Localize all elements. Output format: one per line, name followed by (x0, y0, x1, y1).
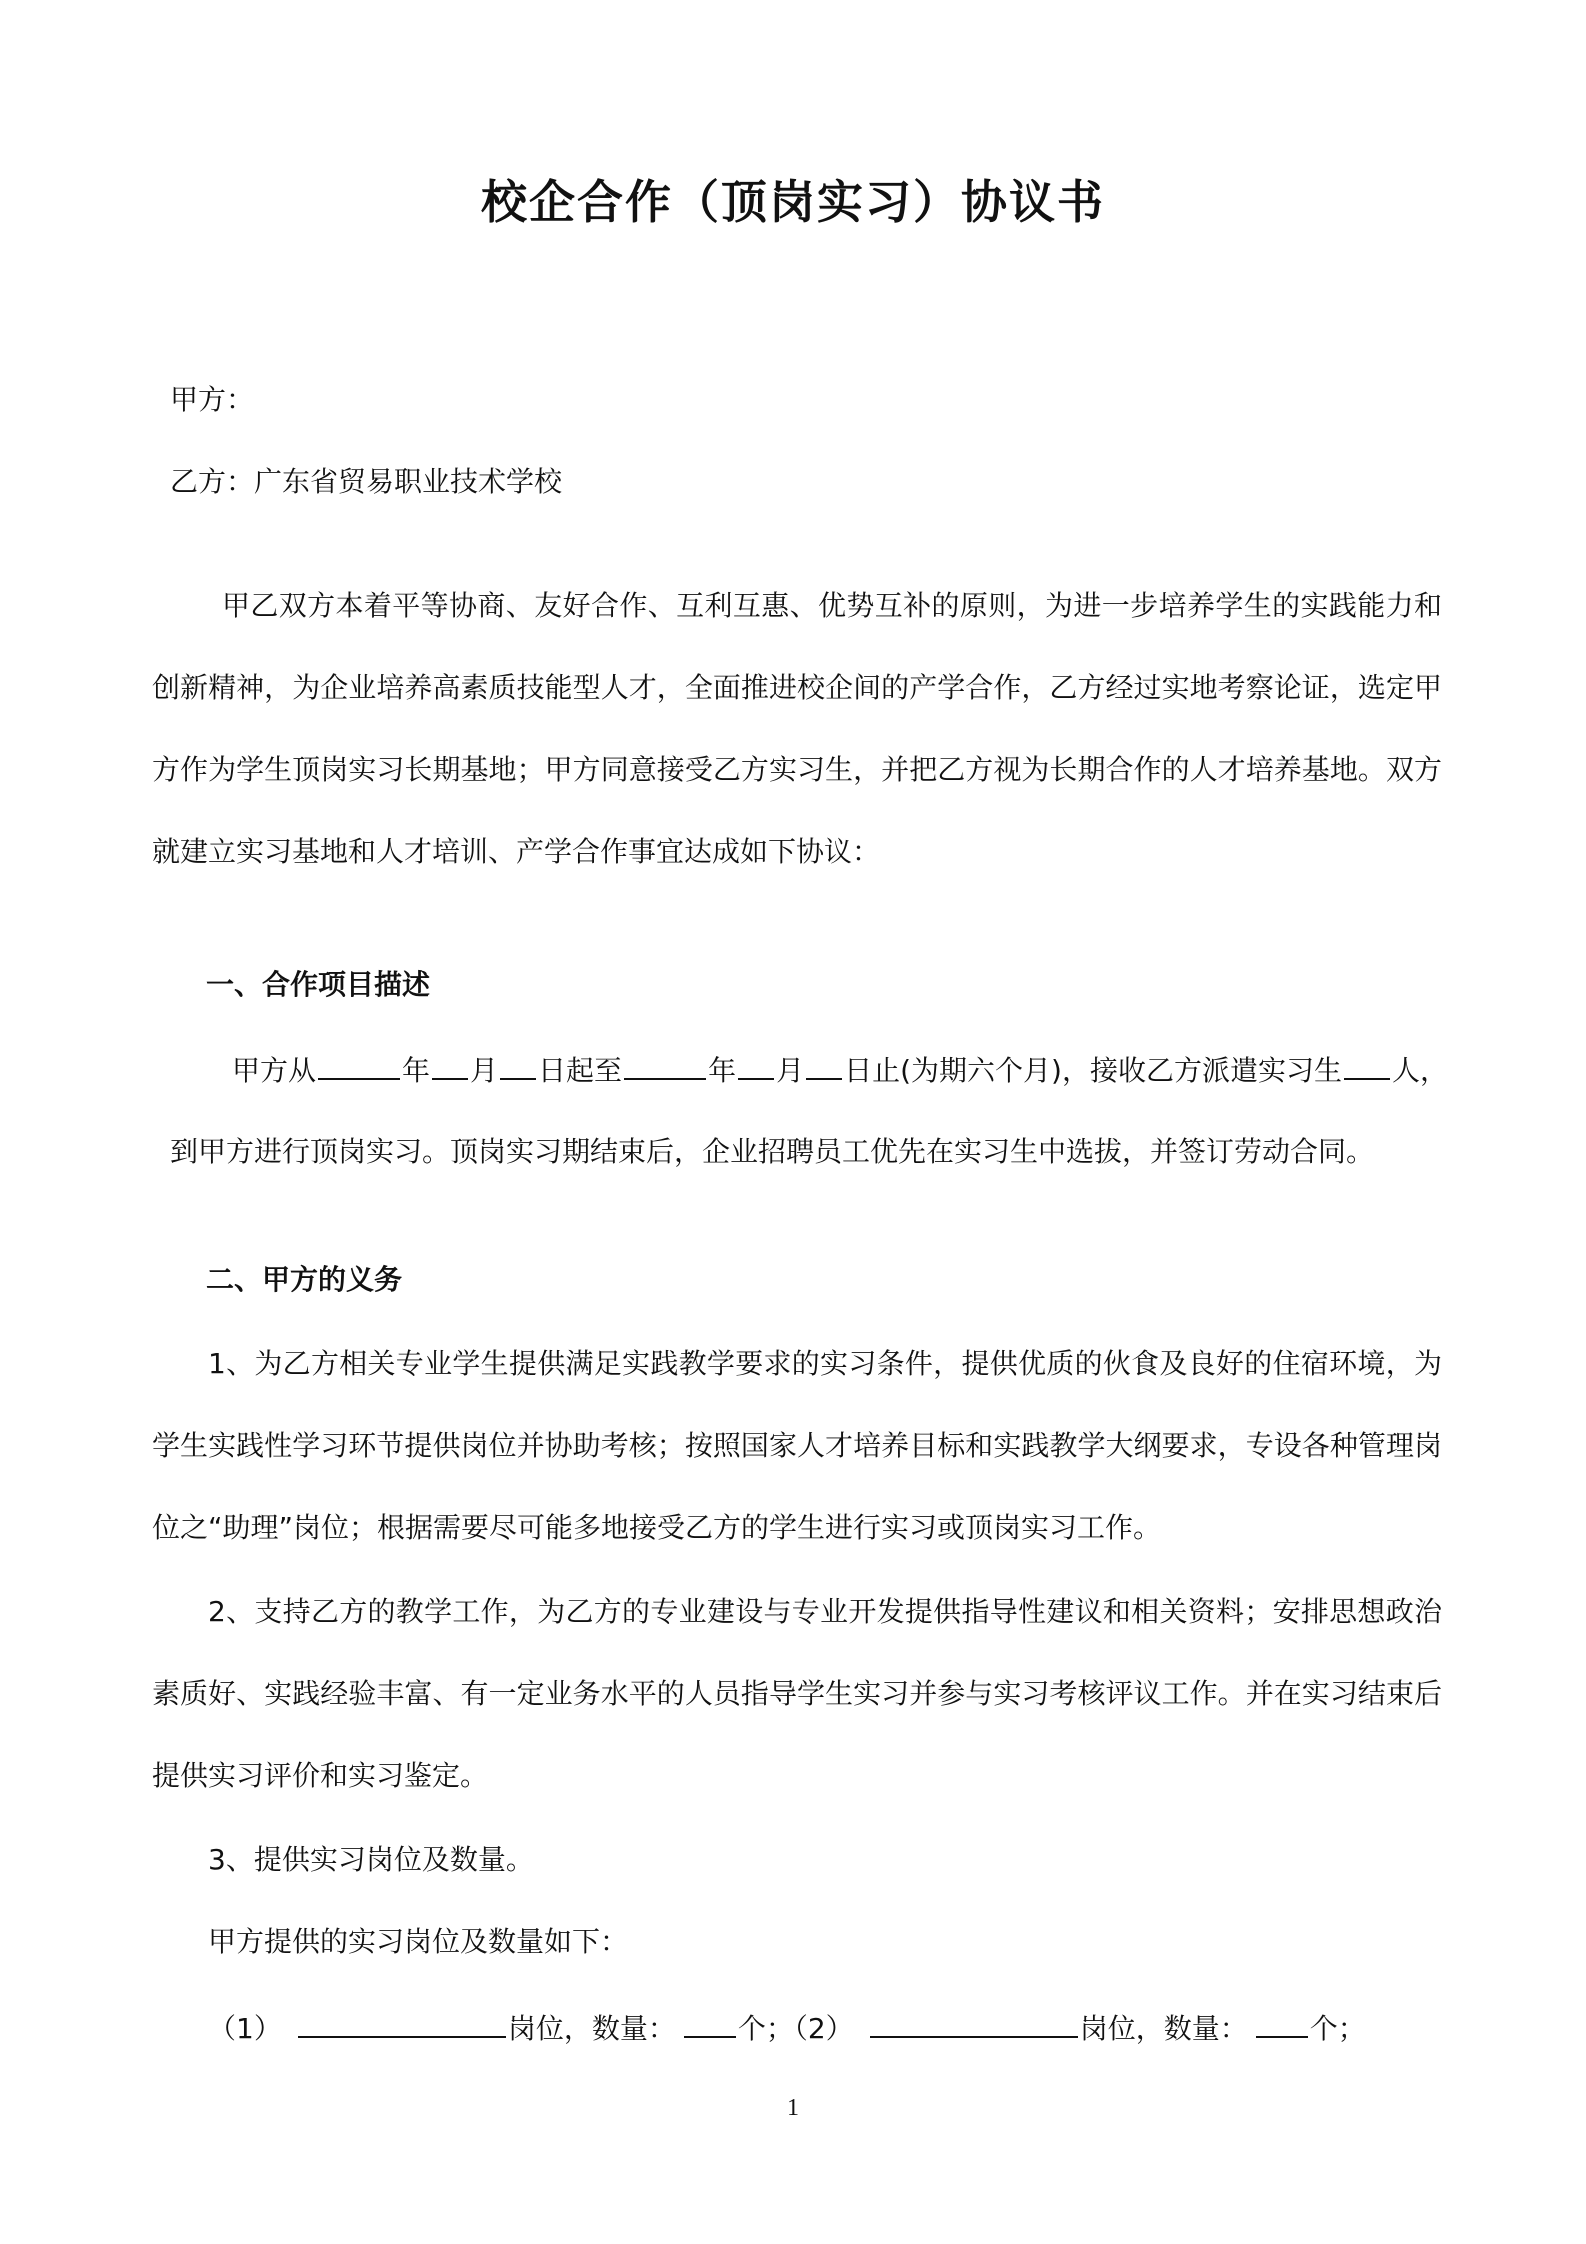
start-year-blank[interactable] (318, 1050, 400, 1080)
obligation-item-2-line: 素质好、实践经验丰富、有一定业务水平的人员指导学生实习并参与实习考核评议工作。并在实习结束后 (152, 1677, 1442, 1710)
obligation-item-1-line: 1、为乙方相关专业学生提供满足实践教学要求的实习条件，提供优质的伙食及良好的住宿环境，为 (208, 1347, 1442, 1380)
cooperation-line: 到甲方进行顶岗实习。顶岗实习期结束后，企业招聘员工优先在实习生中选拔，并签订劳动合同。 (170, 1135, 1375, 1168)
party-a-label: 甲方： (170, 383, 255, 416)
page-number: 1 (787, 2095, 799, 2121)
obligation-item-1-line: 位之“助理”岗位；根据需要尽可能多地接受乙方的学生进行实习或顶岗实习工作。 (152, 1511, 1162, 1544)
positions-intro: 甲方提供的实习岗位及数量如下： (208, 1925, 629, 1958)
obligation-item-3: 3、提供实习岗位及数量。 (208, 1843, 534, 1876)
end-month-blank[interactable] (738, 1050, 774, 1080)
position-2-count-blank[interactable] (1256, 2008, 1308, 2038)
positions-line: （1） 岗位，数量： 个；（2） 岗位，数量： 个； (208, 2008, 1366, 2049)
end-day-blank[interactable] (806, 1050, 842, 1080)
start-day-blank[interactable] (500, 1050, 536, 1080)
position-1-name-blank[interactable] (298, 2008, 506, 2038)
intro-line: 甲乙双方本着平等协商、友好合作、互利互惠、优势互补的原则，为进一步培养学生的实践能力和 (222, 589, 1442, 622)
obligation-item-2-line: 提供实习评价和实习鉴定。 (152, 1759, 489, 1792)
section1-heading: 一、合作项目描述 (206, 968, 431, 1001)
intro-line: 就建立实习基地和人才培训、产学合作事宜达成如下协议： (152, 835, 881, 868)
end-year-blank[interactable] (624, 1050, 706, 1080)
intern-count-blank[interactable] (1344, 1050, 1390, 1080)
intro-line: 创新精神，为企业培养高素质技能型人才，全面推进校企间的产学合作，乙方经过实地考察论证，选定甲 (152, 671, 1442, 704)
obligation-item-1-line: 学生实践性学习环节提供岗位并协助考核；按照国家人才培养目标和实践教学大纲要求，专设各种管理岗 (152, 1429, 1442, 1462)
document-title: 校企合作（顶岗实习）协议书 (481, 175, 1105, 229)
intro-line: 方作为学生顶岗实习长期基地；甲方同意接受乙方实习生，并把乙方视为长期合作的人才培养基地。双方 (152, 753, 1442, 786)
section2-heading: 二、甲方的义务 (206, 1263, 403, 1296)
obligation-item-2-line: 2、支持乙方的教学工作，为乙方的专业建设与专业开发提供指导性建议和相关资料；安排思想政治 (208, 1595, 1442, 1628)
position-2-name-blank[interactable] (870, 2008, 1078, 2038)
start-month-blank[interactable] (432, 1050, 468, 1080)
cooperation-period-line: 甲方从 年 月 日起至 年 月 日止(为期六个月)，接收乙方派遣实习生 人， (232, 1050, 1448, 1091)
party-b-label: 乙方：广东省贸易职业技术学校 (170, 465, 563, 498)
position-1-count-blank[interactable] (684, 2008, 736, 2038)
